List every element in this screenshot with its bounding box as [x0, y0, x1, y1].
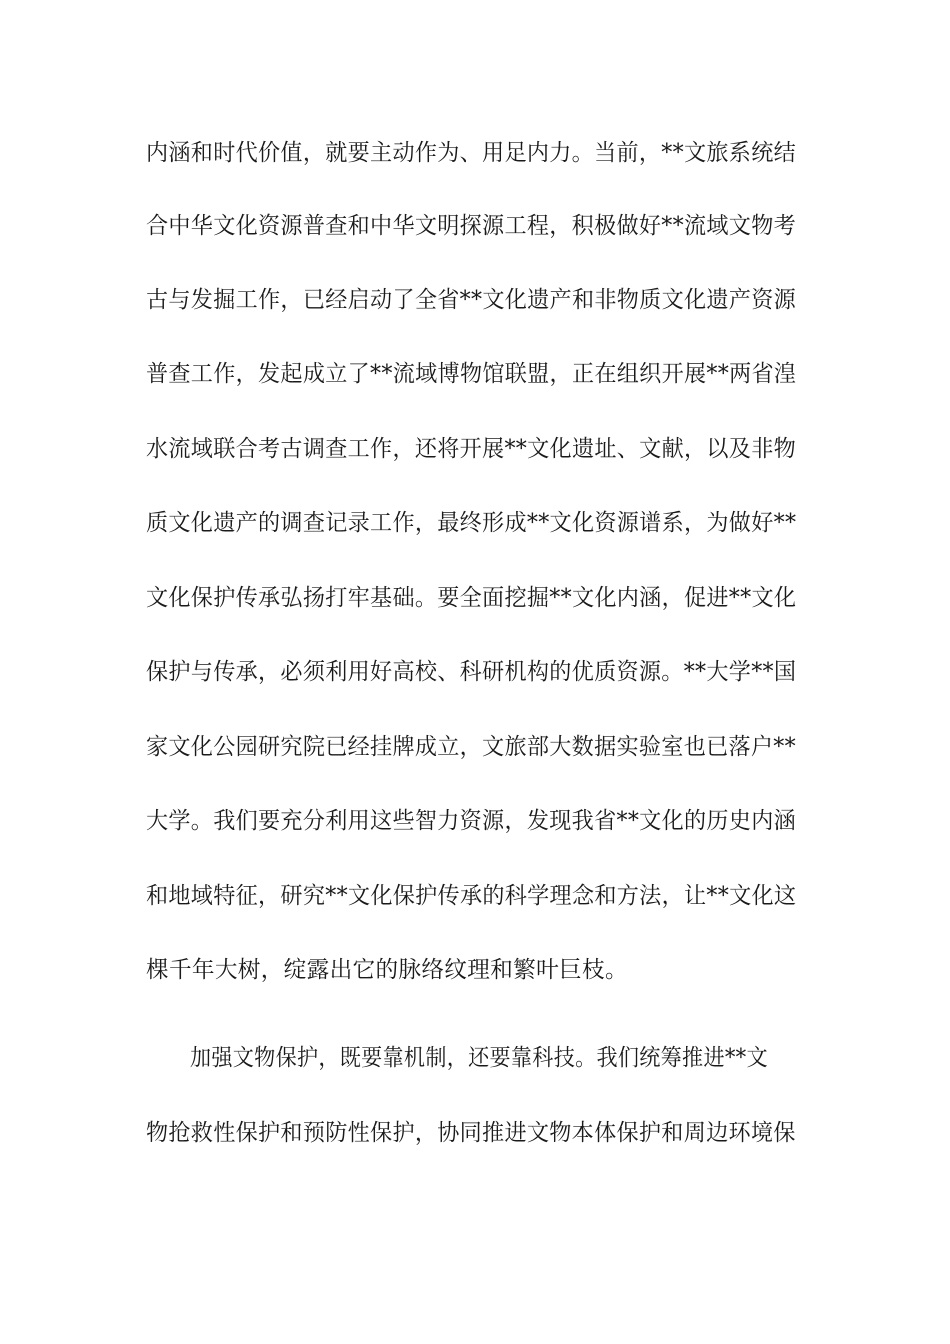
paragraph-line: 棵千年大树，绽露出它的脉络纹理和繁叶巨枝。 — [146, 957, 628, 983]
paragraph-line: 保护与传承，必须利用好高校、科研机构的优质资源。**大学**国 — [146, 659, 797, 685]
paragraph-line: 加强文物保护，既要靠机制，还要靠科技。我们统筹推进**文 — [190, 1045, 768, 1071]
paragraph-line: 大学。我们要充分利用这些智力资源，发现我省**文化的历史内涵 — [146, 808, 796, 834]
paragraph-line: 水流域联合考古调查工作，还将开展**文化遗址、文献，以及非物 — [146, 436, 796, 462]
paragraph-line: 质文化遗产的调查记录工作，最终形成**文化资源谱系，为做好** — [146, 510, 797, 536]
paragraph-line: 合中华文化资源普查和中华文明探源工程，积极做好**流域文物考 — [146, 213, 796, 239]
paragraph-line: 文化保护传承弘扬打牢基础。要全面挖掘**文化内涵，促进**文化 — [146, 585, 797, 611]
paragraph-line: 家文化公园研究院已经挂牌成立，文旅部大数据实验室也已落户** — [146, 734, 796, 760]
paragraph-line: 和地域特征，研究**文化保护传承的科学理念和方法，让**文化这 — [146, 883, 797, 909]
paragraph-line: 普查工作，发起成立了**流域博物馆联盟，正在组织开展**两省湟 — [146, 361, 797, 387]
paragraph-line: 古与发掘工作，已经启动了全省**文化遗产和非物质文化遗产资源 — [146, 287, 796, 313]
paragraph-line: 物抢救性保护和预防性保护，协同推进文物本体保护和周边环境保 — [146, 1120, 796, 1146]
paragraph-line: 内涵和时代价值，就要主动作为、用足内力。当前，**文旅系统结 — [146, 140, 796, 166]
